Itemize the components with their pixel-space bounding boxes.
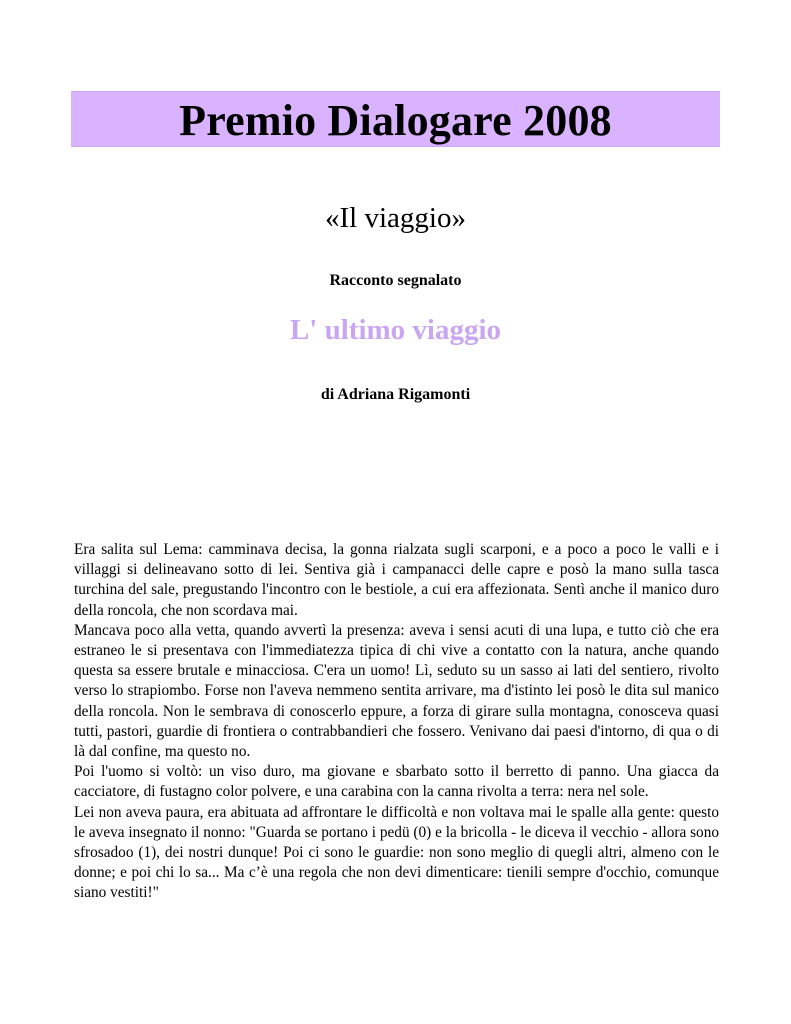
title-banner — [71, 91, 720, 147]
paragraph: Poi l'uomo si voltò: un viso duro, ma giovane e sbarbato sotto il berretto di panno. Una giacca da cacciatore, di fustagno color polvere, e una carabina con la canna rivolta a terra: nera nel sole. — [74, 763, 719, 801]
author-line: di Adriana Rigamonti — [320, 386, 471, 403]
story-label: Racconto segnalato — [329, 272, 462, 289]
paragraph: Lei non aveva paura, era abituata ad affrontare le difficoltà e non voltava mai le spalle alla gente: questo le aveva insegnato il nonno: "Guarda se portano i pedü (0) e la bricolla - le diceva il vecchio - allora sono sfrosadoo (1), dei nostri dunque! Poi ci sono le guardie: non sono meglio di quegli altri, almeno con le donne; e poi chi lo sa... Ma c’è una regola che non devi dimenticare: tienili sempre d'occhio, comunque siano vestiti!" — [74, 803, 719, 902]
paragraph: Mancava poco alla vetta, quando avvertì la presenza: aveva i sensi acuti di una lupa, e tutto ciò che era estraneo le si presentava con l'immediatezza tipica di chi vive a contatto con la natura, anche quando questa sa essere brutale e minacciosa. C'era un uomo! Lì, seduto su un sasso ai lati del sentiero, rivolto verso lo strapiombo. Forse non l'aveva nemmeno sentita arrivare, ma d'istinto lei posò le dita sul manico della roncola. Non le sembrava di conoscerlo eppure, a forza di girare sulla montagna, conosceva quasi tutti, pastori, guardie di frontiera o contrabbandieri che fossero. Venivano dai paesi d'intorno, di qua o di là dal confine, ma questo no. — [74, 621, 719, 761]
page-title: Premio Dialogare 2008 — [179, 96, 612, 145]
subtitle: «Il viaggio» — [325, 202, 466, 234]
story-body — [74, 540, 719, 904]
story-title: L' ultimo viaggio — [289, 314, 502, 346]
paragraph: Era salita sul Lema: camminava decisa, la gonna rialzata sugli scarponi, e a poco a poco le valli e i villaggi si delineavano sotto di lei. Sentiva già i campanacci delle capre e posò la mano sulla tasca turchina del sale, pregustando l'incontro con le bestiole, a cui era affezionata. Sentì anche il manico duro della roncola, che non scordava mai. — [74, 541, 719, 619]
